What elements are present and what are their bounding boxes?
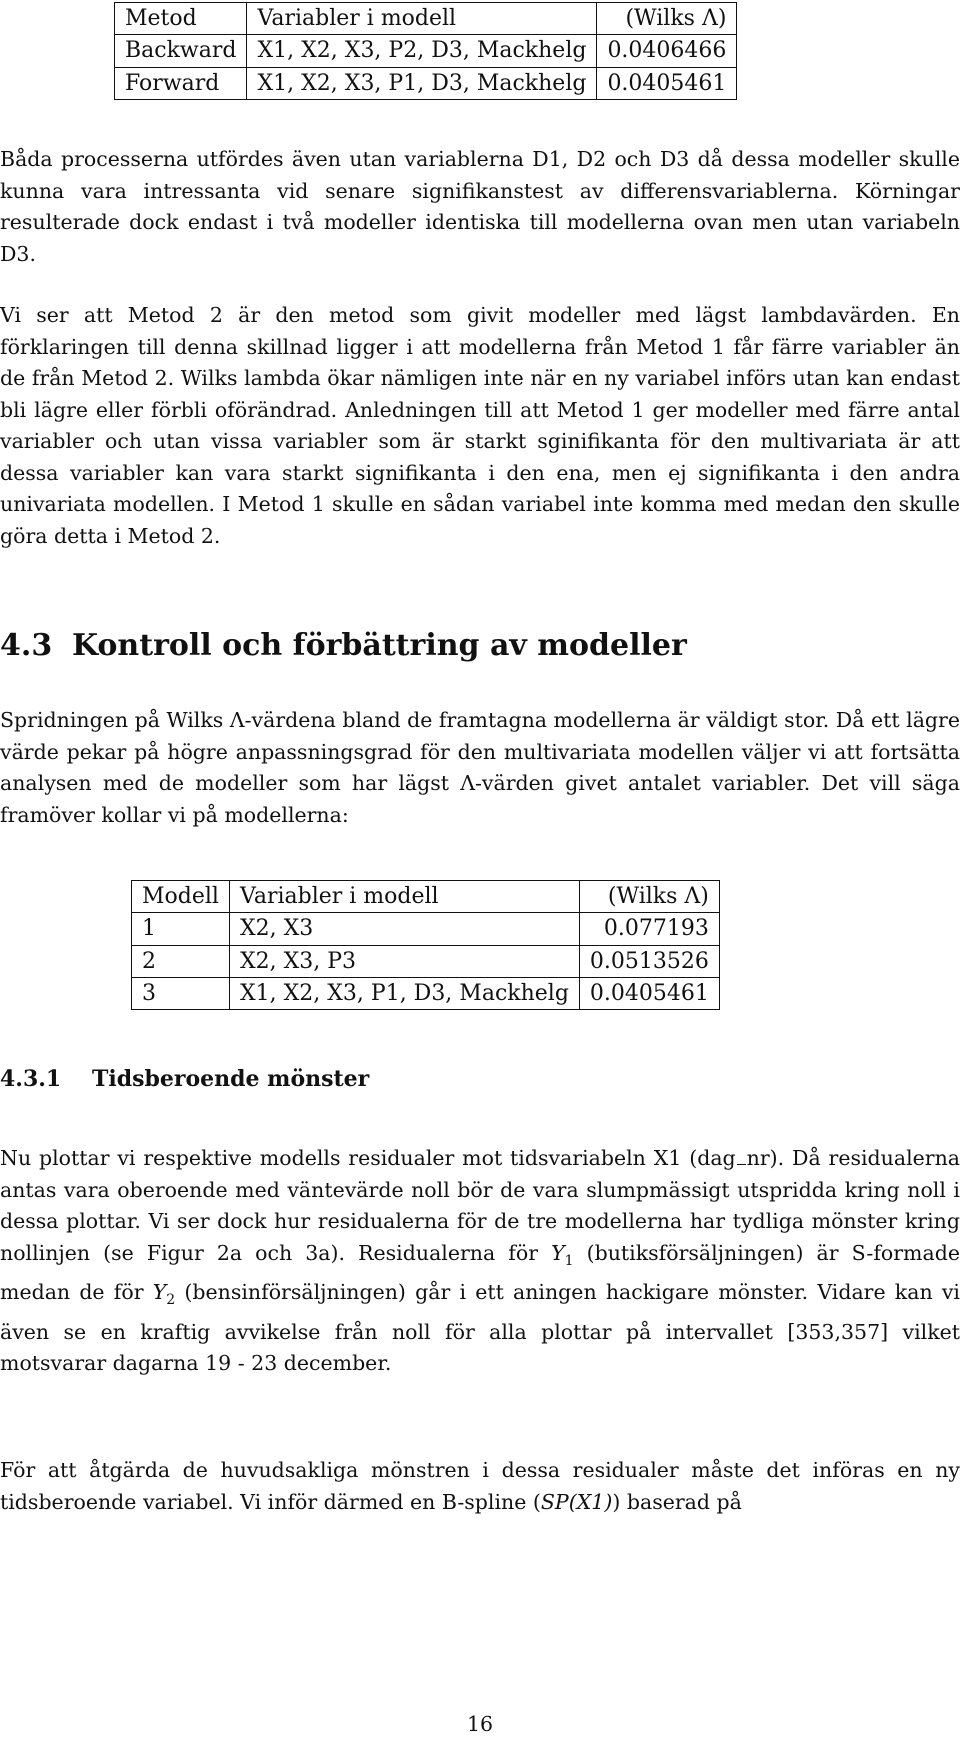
math-subscript: 2 <box>166 1292 176 1309</box>
math-y: Y <box>152 1280 167 1305</box>
table-header-cell: Variabler i modell <box>229 881 579 913</box>
subsection-heading <box>0 1066 369 1092</box>
table-cell: Forward <box>115 67 247 99</box>
table-cell: 0.077193 <box>579 913 719 945</box>
paragraph-4-part-d: (bensinförsäljningen) går i ett aningen hackigare mönster. Vidare kan vi även se en kraftig avvikelse från noll för alla plottar på intervallet [353,357] vilket motsvarar dagarna 19 - 23 december. <box>0 1280 960 1376</box>
subsection-title: Tidsberoende mönster <box>92 1066 370 1092</box>
math-subscript: 1 <box>564 1252 574 1269</box>
selected-models-table <box>131 880 720 1010</box>
paragraph-1: Båda processerna utfördes även utan variablerna D1, D2 och D3 då dessa modeller skulle kunna vara intressanta vid senare signifikanstest av differensvariablerna. Körningar resulterade dock endast i två modeller identiska till modellerna ovan men utan variabeln D3. <box>0 147 960 266</box>
table-header-cell: Modell <box>132 881 230 913</box>
table-cell: 0.0405461 <box>597 67 737 99</box>
page-number: 16 <box>466 1712 494 1736</box>
section-title: Kontroll och förbättring av modeller <box>72 628 687 663</box>
table-header-cell: (Wilks Λ) <box>597 3 737 35</box>
paragraph-4-part-b: nr). Då residualerna antas vara oberoende med väntevärde noll bör de vara slumpmässigt utspridda kring noll i dessa plottar. Vi ser dock hur residualerna för de tre modellerna har tydliga mönster kring nollinjen (se Figur 2a och 3a). Residualerna för <box>0 1146 960 1265</box>
paragraph-3: Spridningen på Wilks Λ-värdena bland de framtagna modellerna är väldigt stor. Då ett lägre värde pekar på högre anpassningsgrad för den multivariata modellen väljer vi att fortsätta analysen med de modeller som har lägst Λ-värden givet antalet variabler. Det vill säga framöver kollar vi på modellerna: <box>0 708 960 827</box>
paragraph-2: Vi ser att Metod 2 är den metod som givit modeller med lägst lambdavärden. En förklaringen till denna skillnad ligger i att modellerna från Metod 1 får färre variabler än de från Metod 2. Wilks lambda ökar nämligen inte när en ny variabel införs utan kan endast bli lägre eller förbli oförändrad. Anledningen till att Metod 1 ger modeller med färre antal variabler och utan vissa variabler som är starkt sginifikanta för den multivariata är att dessa variabler kan vara starkt signifikanta i den ena, men ej signifikanta i den andra univariata modellen. I Metod 1 skulle en sådan variabel inte komma med medan den skulle göra detta i Metod 2. <box>0 303 960 548</box>
results-table-methods <box>114 2 737 100</box>
table-header-row <box>132 881 720 913</box>
section-number: 4.3 <box>0 628 53 663</box>
table-cell: X2, X3 <box>229 913 579 945</box>
table-cell: X2, X3, P3 <box>229 945 579 977</box>
underscore-mark <box>737 1164 746 1165</box>
table-cell: X1, X2, X3, P1, D3, Mackhelg <box>247 67 597 99</box>
table-cell: 0.0405461 <box>579 977 719 1009</box>
table-row <box>115 35 737 67</box>
table-row <box>115 67 737 99</box>
paragraph-4-part-c: (butiksförsäljningen) är S-formade medan de för <box>0 1240 960 1305</box>
table-cell: X1, X2, X3, P1, D3, Mackhelg <box>229 977 579 1009</box>
table-header-cell: Variabler i modell <box>247 3 597 35</box>
section-heading <box>0 628 687 663</box>
table-header-cell: (Wilks Λ) <box>579 881 719 913</box>
table-cell: 2 <box>132 945 230 977</box>
paragraph-5-part-b: baserad på <box>626 1489 742 1514</box>
math-spline: SP(X1) <box>540 1489 613 1514</box>
table-row <box>132 945 720 977</box>
paragraph-4-part-a: Nu plottar vi respektive modells residualer mot tidsvariabeln X1 (dag <box>0 1146 736 1170</box>
table-cell: 0.0513526 <box>579 945 719 977</box>
table-cell: X1, X2, X3, P2, D3, Mackhelg <box>247 35 597 67</box>
math-y: Y <box>551 1240 565 1265</box>
table-row <box>132 977 720 1009</box>
subsection-number: 4.3.1 <box>0 1066 62 1092</box>
table-row <box>132 913 720 945</box>
table-header-row <box>115 3 737 35</box>
table-header-cell: Metod <box>115 3 247 35</box>
table-cell: Backward <box>115 35 247 67</box>
table-cell: 0.0406466 <box>597 35 737 67</box>
table-cell: 1 <box>132 913 230 945</box>
table-cell: 3 <box>132 977 230 1009</box>
paragraph-5: För att åtgärda de huvudsakliga mönstren i dessa residualer måste det införas en ny tidsberoende variabel. Vi inför därmed en B-spline (SP(X1)) baserad på <box>0 1458 960 1514</box>
paragraph-4 <box>0 1143 960 1380</box>
paragraph-5-part-a: För att åtgärda de huvudsakliga mönstren i dessa residualer måste det införas en ny tidsberoende variabel. Vi inför därmed en B-spline <box>0 1458 960 1514</box>
